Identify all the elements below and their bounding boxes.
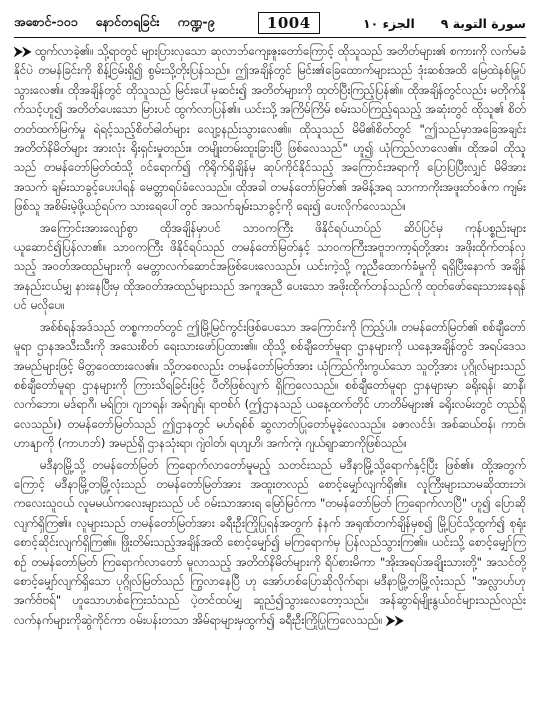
paragraph: အစ်စ်ရန်အဒ်သည် တစ္စကာတ်တွင် ဤမြို့မြင်ကွင်းဖြစ်ပေသော အကြောင်းကို ကြည့်ပါ။ တမန်တော်မြတ်၏ စစ်ချီတော်မူရာ ဌာနအသီးသီးကို အသေးစိတ် ရေးသားဖော်ပြထား၏။ ထိုသို့ စစ်ချီတော်မူရာ ဌာနများကို ယနေ့အချိန်တွင် အရပ်ဒေသအမည်များဖြင့် မိတ္တဝေထားလေ၏။ သို့တစေလည်း တမန်တော်မြတ်အား ယုံကြည်ကိုးကွယ်သော သူတို့အား ပုဂ္ဂိုလ်များသည် စစ်ချီတော်မူရာ ဌာနများကို ကြားသိရခြင်းဖြင့် ပီတိဖြစ်လျက် ရှိကြလေသည်။ စစ်ချီတော်မူရာ ဌာနများမှာ ခရိုးရန်၊ ဆာနီ၊ လက်ဘော၊ မဒ်ရာဂီ၊ မရ်ဂြာ၊ ဂျဘရန်၊ အရ်ဂျရ်၊ ရာဗစ်ဂ် (ဤဌာနသည် ယနေ့ထက်တိုင် ဟာတိမ်များ၏ ခရိုးလမ်းတွင် တည်ရှိလေသည်။) တမန်တော်မြတ်သည် ဤဌာနတွင် မဟ်ရစ်စ် ဆွလာတ်ပြုတော်မူခဲ့လေသည်။ ခဇာလင်ဒ်၊ အစ်ဆယ်ဗန်၊ ကာဗ်၊ ဟာနျာကို (ကာပာဘ်) အမည်ရှိ ဌာနသုံးရာ၊ ဂျဲဝါတ်၊ ရဟျဟိ၊ အက်ကဲ့၊ ဂျယ်ရျာဆာကိုဖြစ်သည်။ xyxy=(14,319,526,451)
paragraph-text: မဒီနာမြို့သို့ တမန်တော်မြတ် ကြရောက်လာတော်မူမည့် သတင်းသည် မဒီနာမြို့သို့ရောက်နှင့်ပြီး ဖြစ်၏။ ထို့အတွက်ကြောင့် မဒီနာမြို့တမြို့လုံးသည် တမန်တော်မြတ်အား အထူးတလည် စောင့်မျှော်လျက်ရှိ၏။ လူကြီးများသာမဆိုထားဘဲ၊ ကလေးသူငယ် လူမမယ်ကလေးများသည် ပင် ဝမ်းသာအားရ မြော်မြင်ကာ "တမန်တော်မြတ် ကြရောက်လာပြီ" ဟူ၍ ပြောဆိုလျက်ရှိကြ၏။ လူများသည် တမန်တော်မြတ်အား ခရီးဦးကြိုပြုရန်အတွက် နံနက် အရုဏ်တက်ချိန်မှစ၍ မြို့ပြင်သို့ထွက်၍ စုရုံးစောင့်ဆိုင်းလျက်ရှိကြ၏။ ဖြိုးတိမ်းသည့်အချိန်အထိ စောင့်မျှော်၍ မကြရောက်မှ ပြန်လည်သွားကြ၏။ ယင်းသို့ စောင့်မျှော်ကြစဉ် တမန်တော်မြတ် ကြရောက်လာတော် မူလာသည့် အတိတ်နိမိတ်များကို ရိပ်စားမိကာ "အိုးအရပ်အချိုးသားတို့" အသင်တို့ စောင့်မျှော်လျက်ရှိသော ပုဂ္ဂိုလ်မြတ်သည် ကြွလာနေပြီ ဟု အော်ဟစ်ပြောဆိုလိုက်ရာ၊ မဒီနာမြို့တမြို့လုံးသည် "အလ္လာဟ်ဟု အက်ဗ်ဗရ်" ဟူသောဟစ်ကြေးသံသည် ပဲ့တင်ထပ်မျှ ဆူညံ၍သွားလေတော့သည်။ အန်ဆွာရ်မျိုးနွယ်ဝင်များသည်လည်း လက်နက်များကိုဆွဲကိုင်ကာ ဝမ်းပန်းတသာ အိမ်ရာများမှထွက်၍ ခရီးဦးကြိုပြုကြလေသည်။ xyxy=(14,457,526,627)
chapter-label: အစောင်-၁၀၁ xyxy=(14,13,78,29)
paragraph-text: ထွက်လာခဲ့၏။ သို့ရာတွင် များပြားလှသော ဆုလာဘ်ကျေးဇူးတော်ကြောင့် ထိုသူသည် အတိတ်များ၏ စကားကို လက်မခံနိုင်ပဲ တမန်ခြင်းကို စိန့်ငြမ်းရှိ၍ စွမ်းသို့တိုးပြန်သည်။ ဤအချိန်တွင် မြင်း၏ခြေထောက်များသည် ဒုံးဆစ်အထိ မြေထဲနစ်မြုပ်သွားလေ၏။ ထိုအချိန်တွင် ထိုသူသည် မြင်းပေါ်မှဆင်း၍ အတိတ်များကို ထုတ်ပြီးကြည့်ပြန်၏။ ထိုအချိန်တွင်လည်း မတိုက်နိုက်သင့်ဟူ၍ အတိတ်ပေးသော မြားပင် ထွက်လာပြန်၏။ ယင်းသို့ အကြိမ်ကြိမ် စမ်းသပ်ကြည့်ရသည့် အဆုံးတွင် ထိုသူ၏ စိတ်တတ်ထက်မြက်မှု ရဲရင့်သည့်စိတ်ဓါတ်များ လျော့နည်းသွားလေ၏။ ထိုသူသည် မိမိ၏စိတ်တွင် "ဤသည်မှာအခြေအချင်း အတိတ်နိမိတ်များ အားလုံး ရိုးရှင်းမှုတည်း။ တမျိုးတမ်းထူးခြားပြီ ဖြစ်လေသည်" ဟူ၍ ယုံကြည်လာလေ၏။ ထိုအခါ ထိုသူသည် တမန်တော်မြတ်ထံသို့ ဝင်ရောက်၍ ကိုရိုက်ရှိချိန်မှ ဆုပ်ကိုင်နိုင်သည့် အကြောင်းအရာကို ပြောပြပြီးလျှင် မိမိအား အသက် ချမ်းသာခွင့်ပေးပါရန် မေတ္တာရပ်ခံလေသည်။ ထိုအခါ တမန်တော်မြတ်၏ အမိန့်အရ သာကာကိုးအဖူးတ်ဝဇ်က ကျမ်းဖြစ်သူ အစိမ်းမဲ့ဖို့ယဉ်ရပ်က သားရေပေါ်တွင် အသက်ချမ်းသာခွင့်ကို ရေး၍ ပေးလိုက်လေသည်။ xyxy=(14,44,526,214)
range-label: ကဏ္ဍ-၉ xyxy=(177,13,215,29)
section-end-marker: ⮞⮞ xyxy=(386,612,404,627)
page-body xyxy=(14,42,526,704)
page-header xyxy=(14,10,526,36)
surah-label: سورة التوبة ٩ xyxy=(440,15,526,31)
header-divider xyxy=(14,37,526,38)
header-right xyxy=(363,16,526,31)
section-start-marker: ⮞⮞ xyxy=(14,44,32,58)
juz-label: الجزء ١٠ xyxy=(362,15,415,31)
book-label: နောင်တရခြင်း xyxy=(95,13,160,29)
paragraph: အကြောင်းအားလျော်စွာ ထိုအချိန်မှာပင် သာဝကကြီး ဖိနိုင်ရပ်ယာပ်ည် ဆိပ်ပြင်မှ ကုန်ပစ္စည်းများ ယူဆောင်၍ပြန်လာ၏။ သာဝကကြီး ဖိနိုင်ရပ်သည် တမန်တော်မြတ်နှင့် သာဝကကြီးအဗူဘကာ့ရ်တို့အား အဖိုးထိုက်တန်လှသည့် အဝတ်အထည်များကို မေတ္တာလက်ဆောင်အဖြစ်ပေးလေသည်။ ယင်းကဲ့သို့ ကူညီထောက်ခံမှုကို ရရှိပြီးနောက် အချိန်အနည်းငယ်မျှ နားနေပြီးမှ ထိုအဝတ်အထည်များသည် အကူအညီ ပေးသော အဖိုးထိုက်တန်သည်ကို ထုတ်ဖော်ရေးသားနေရန်ပင် မလိုပေ။ xyxy=(14,220,526,313)
paragraph xyxy=(14,456,526,631)
header-left xyxy=(14,14,215,33)
paragraph xyxy=(14,42,526,217)
page-number: 1004 xyxy=(258,12,320,34)
